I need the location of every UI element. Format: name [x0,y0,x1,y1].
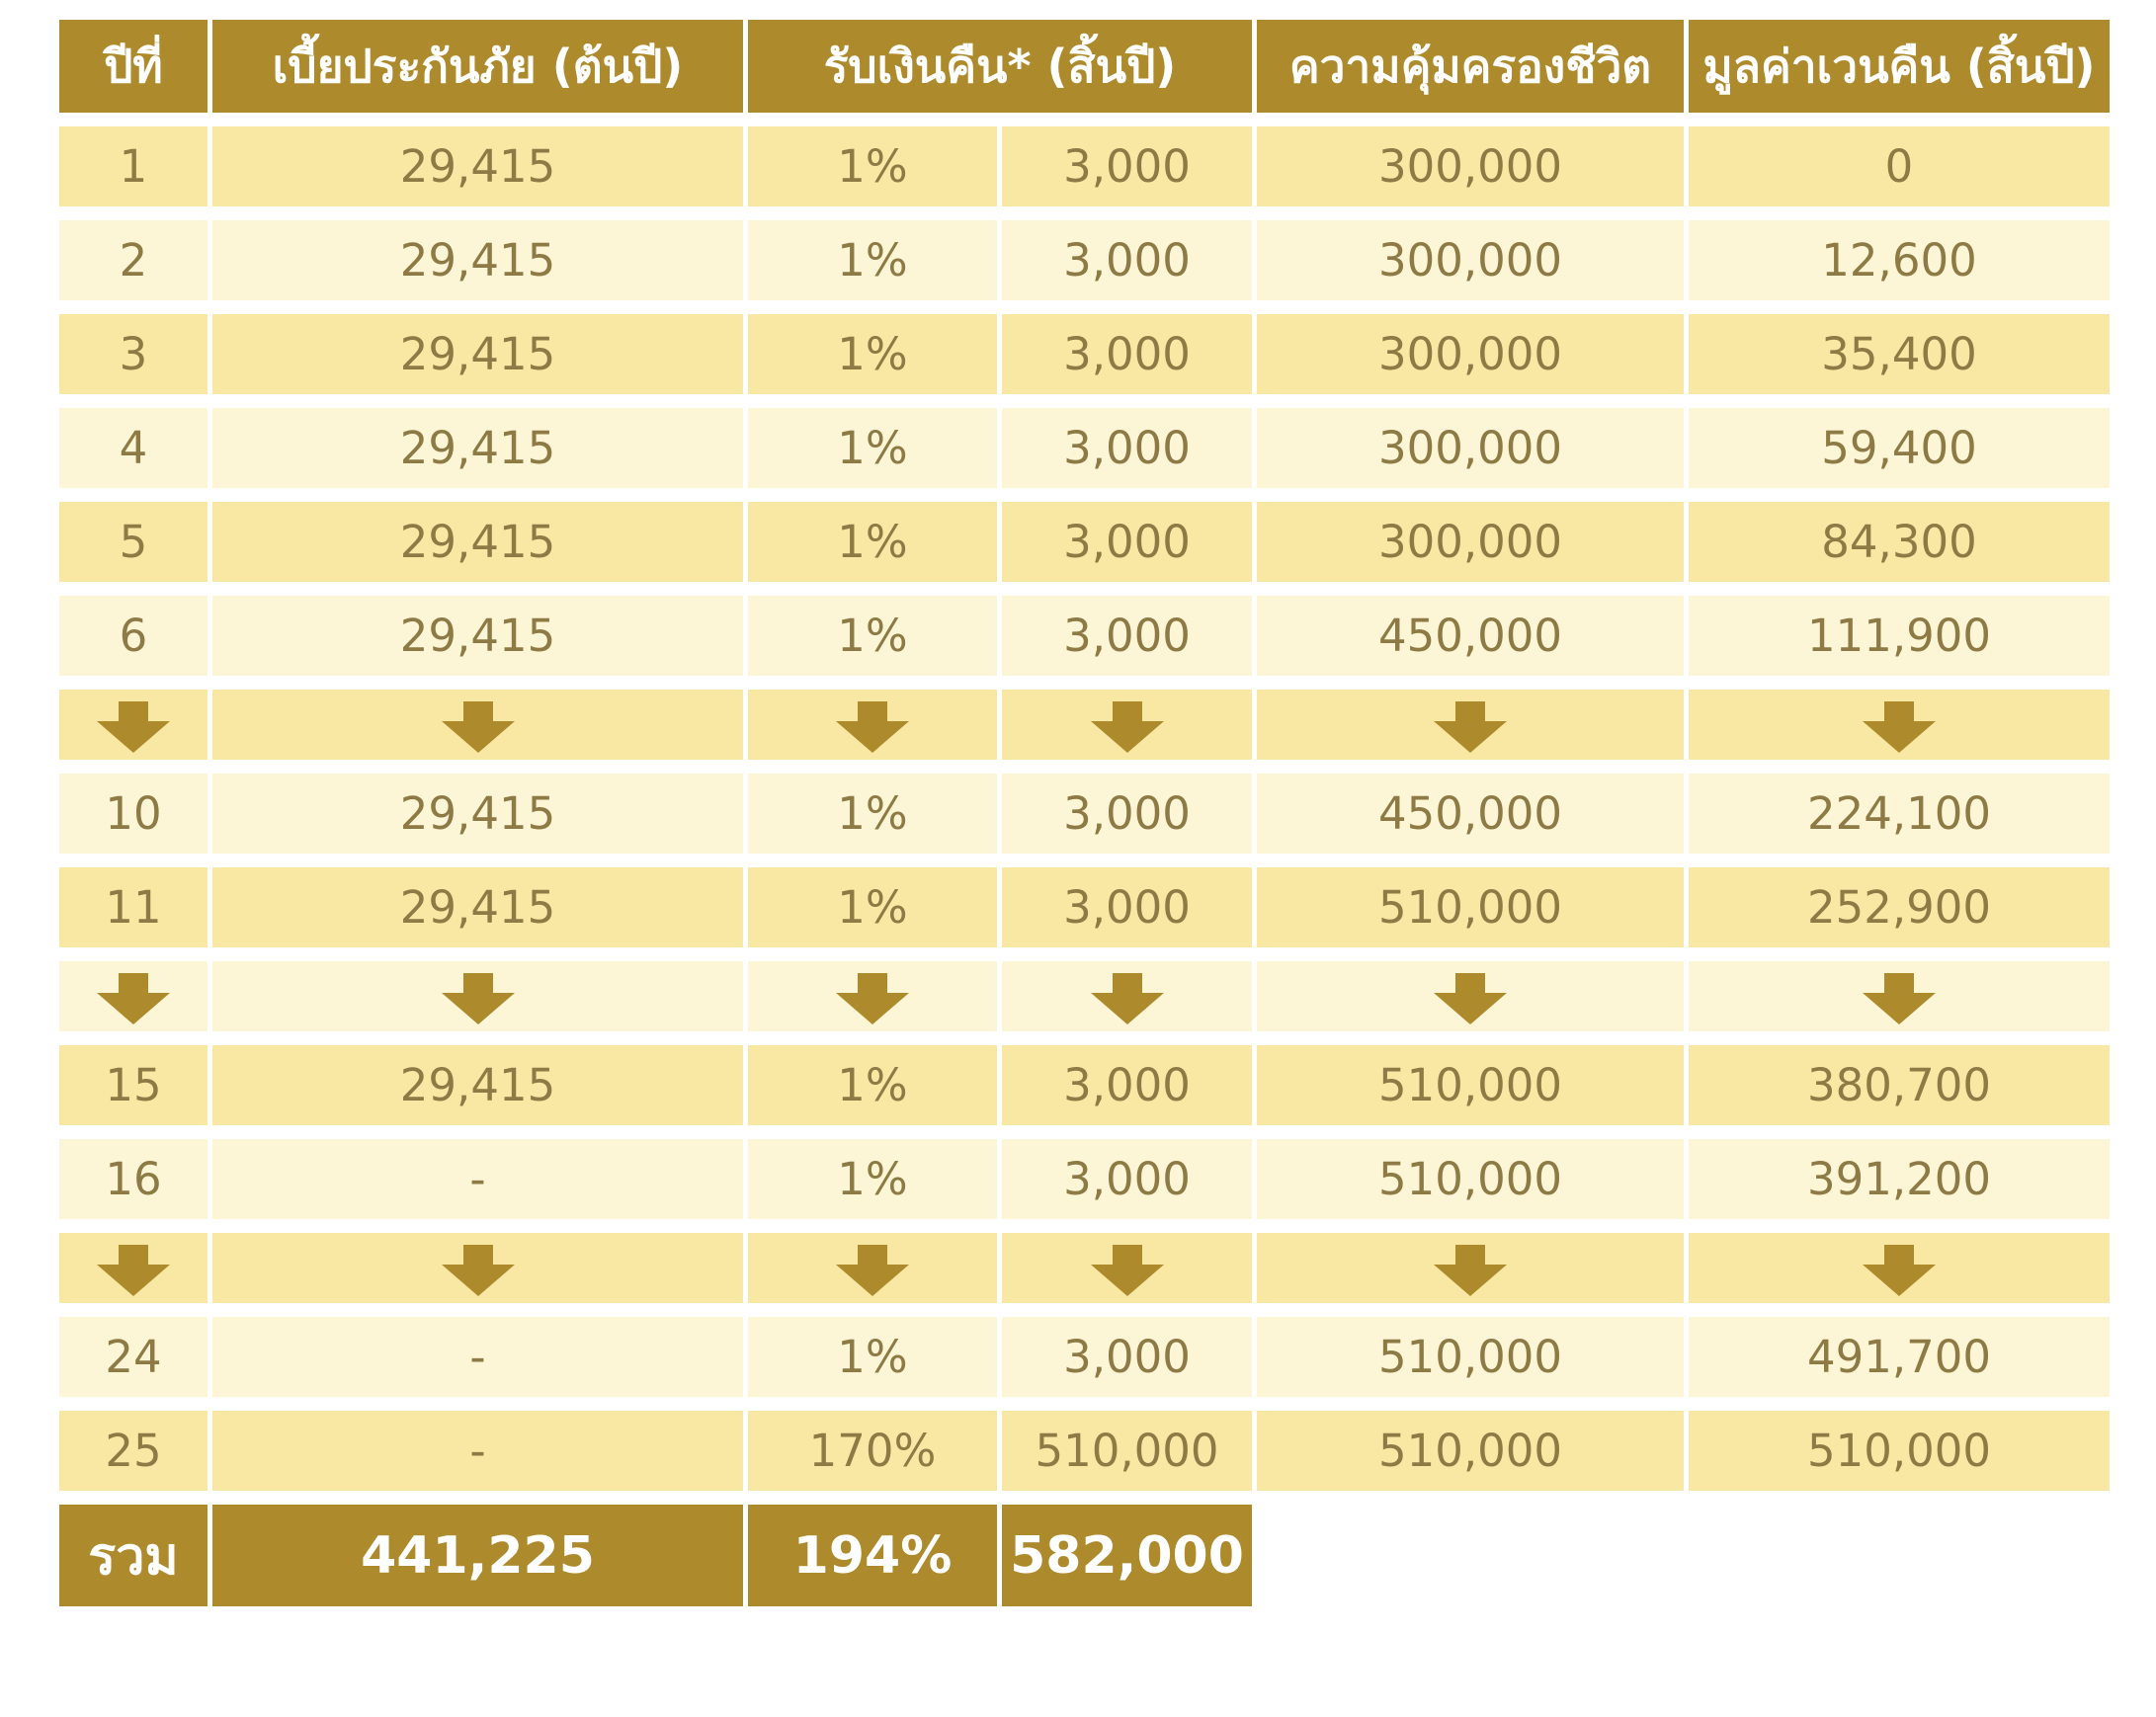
cell-coverage: 300,000 [1257,126,1689,220]
header-coverage: ความคุ้มครองชีวิต [1257,20,1689,126]
arrow-down-icon [836,1245,909,1296]
cell-cashback-amount: 510,000 [1002,1411,1257,1505]
cell-year: 15 [59,1045,212,1139]
arrow-down-icon [442,973,515,1024]
header-year: ปีที่ [59,20,212,126]
cell-surrender-value: 35,400 [1689,314,2110,408]
cell-premium: 29,415 [212,502,748,596]
total-cashback-amount: 582,000 [1002,1505,1257,1606]
cell-coverage: 510,000 [1257,1411,1689,1505]
cell-premium: 29,415 [212,1045,748,1139]
cell-cashback-percent: 1% [748,408,1002,502]
benefit-table [59,20,2110,1606]
table-row [59,220,2110,314]
arrow-cell [748,961,1002,1045]
cell-cashback-percent: 1% [748,774,1002,867]
arrow-down-icon [1091,973,1164,1024]
arrow-cell [212,690,748,774]
cell-year: 25 [59,1411,212,1505]
arrow-cell [1689,1233,2110,1317]
arrow-cell [59,1233,212,1317]
cell-coverage: 450,000 [1257,774,1689,867]
cell-coverage: 510,000 [1257,1317,1689,1411]
cell-surrender-value: 12,600 [1689,220,2110,314]
cell-cashback-percent: 1% [748,867,1002,961]
arrow-cell [59,961,212,1045]
cell-surrender-value: 0 [1689,126,2110,220]
cell-surrender-value: 510,000 [1689,1411,2110,1505]
cell-year: 6 [59,596,212,690]
cell-coverage: 450,000 [1257,596,1689,690]
cell-surrender-value: 224,100 [1689,774,2110,867]
cell-year: 11 [59,867,212,961]
total-blank-cell [1257,1505,1689,1606]
cell-coverage: 300,000 [1257,502,1689,596]
header-cashback: รับเงินคืน* (สิ้นปี) [748,20,1257,126]
cell-year: 4 [59,408,212,502]
cell-surrender-value: 491,700 [1689,1317,2110,1411]
cell-premium: - [212,1139,748,1233]
cell-surrender-value: 380,700 [1689,1045,2110,1139]
arrow-row [59,690,2110,774]
cell-premium: - [212,1317,748,1411]
cell-premium: - [212,1411,748,1505]
cell-coverage: 510,000 [1257,1139,1689,1233]
header-surrender-value: มูลค่าเวนคืน (สิ้นปี) [1689,20,2110,126]
cell-year: 24 [59,1317,212,1411]
arrow-cell [59,690,212,774]
table-row [59,314,2110,408]
cell-surrender-value: 252,900 [1689,867,2110,961]
cell-premium: 29,415 [212,314,748,408]
cell-surrender-value: 391,200 [1689,1139,2110,1233]
table-row [59,596,2110,690]
cell-year: 3 [59,314,212,408]
total-premium: 441,225 [212,1505,748,1606]
cell-surrender-value: 84,300 [1689,502,2110,596]
arrow-cell [748,1233,1002,1317]
table-row [59,1139,2110,1233]
cell-premium: 29,415 [212,220,748,314]
arrow-down-icon [836,701,909,753]
table-row [59,502,2110,596]
cell-surrender-value: 111,900 [1689,596,2110,690]
cell-cashback-percent: 1% [748,1139,1002,1233]
arrow-cell [1257,961,1689,1045]
cell-year: 5 [59,502,212,596]
cell-cashback-amount: 3,000 [1002,126,1257,220]
cell-cashback-amount: 3,000 [1002,1045,1257,1139]
total-row [59,1505,2110,1606]
arrow-cell [212,961,748,1045]
cell-coverage: 510,000 [1257,1045,1689,1139]
arrow-down-icon [97,973,170,1024]
cell-premium: 29,415 [212,408,748,502]
arrow-down-icon [1434,701,1507,753]
header-premium: เบี้ยประกันภัย (ต้นปี) [212,20,748,126]
cell-coverage: 300,000 [1257,408,1689,502]
cell-cashback-percent: 1% [748,1045,1002,1139]
cell-cashback-percent: 1% [748,126,1002,220]
cell-cashback-amount: 3,000 [1002,1139,1257,1233]
arrow-cell [748,690,1002,774]
total-cashback-percent: 194% [748,1505,1002,1606]
arrow-cell [1002,690,1257,774]
arrow-cell [1257,690,1689,774]
table-body [59,126,2110,1505]
arrow-cell [212,1233,748,1317]
cell-year: 10 [59,774,212,867]
cell-cashback-amount: 3,000 [1002,220,1257,314]
total-label: รวม [59,1505,212,1606]
arrow-row [59,1233,2110,1317]
total-blank-cell [1689,1505,2110,1606]
arrow-down-icon [1863,701,1936,753]
cell-cashback-percent: 1% [748,1317,1002,1411]
cell-cashback-amount: 3,000 [1002,314,1257,408]
cell-year: 16 [59,1139,212,1233]
cell-cashback-percent: 1% [748,502,1002,596]
cell-surrender-value: 59,400 [1689,408,2110,502]
cell-premium: 29,415 [212,596,748,690]
arrow-down-icon [836,973,909,1024]
table-row [59,1411,2110,1505]
table-row [59,408,2110,502]
arrow-down-icon [1434,973,1507,1024]
arrow-down-icon [1863,1245,1936,1296]
arrow-down-icon [1863,973,1936,1024]
cell-year: 1 [59,126,212,220]
cell-coverage: 510,000 [1257,867,1689,961]
cell-cashback-amount: 3,000 [1002,774,1257,867]
cell-cashback-percent: 1% [748,596,1002,690]
arrow-down-icon [1091,701,1164,753]
cell-cashback-amount: 3,000 [1002,502,1257,596]
arrow-cell [1689,961,2110,1045]
table-header-row [59,20,2110,126]
table-row [59,126,2110,220]
cell-premium: 29,415 [212,126,748,220]
table-row [59,1317,2110,1411]
arrow-cell [1002,961,1257,1045]
arrow-down-icon [1091,1245,1164,1296]
cell-cashback-amount: 3,000 [1002,1317,1257,1411]
cell-cashback-amount: 3,000 [1002,408,1257,502]
cell-premium: 29,415 [212,774,748,867]
arrow-row [59,961,2110,1045]
cell-cashback-amount: 3,000 [1002,867,1257,961]
arrow-cell [1689,690,2110,774]
table-row [59,774,2110,867]
arrow-down-icon [97,701,170,753]
cell-year: 2 [59,220,212,314]
cell-cashback-percent: 1% [748,220,1002,314]
cell-cashback-amount: 3,000 [1002,596,1257,690]
cell-coverage: 300,000 [1257,220,1689,314]
cell-coverage: 300,000 [1257,314,1689,408]
arrow-down-icon [1434,1245,1507,1296]
arrow-cell [1257,1233,1689,1317]
table-row [59,867,2110,961]
arrow-cell [1002,1233,1257,1317]
cell-cashback-percent: 170% [748,1411,1002,1505]
arrow-down-icon [442,1245,515,1296]
table-row [59,1045,2110,1139]
cell-cashback-percent: 1% [748,314,1002,408]
arrow-down-icon [97,1245,170,1296]
cell-premium: 29,415 [212,867,748,961]
arrow-down-icon [442,701,515,753]
